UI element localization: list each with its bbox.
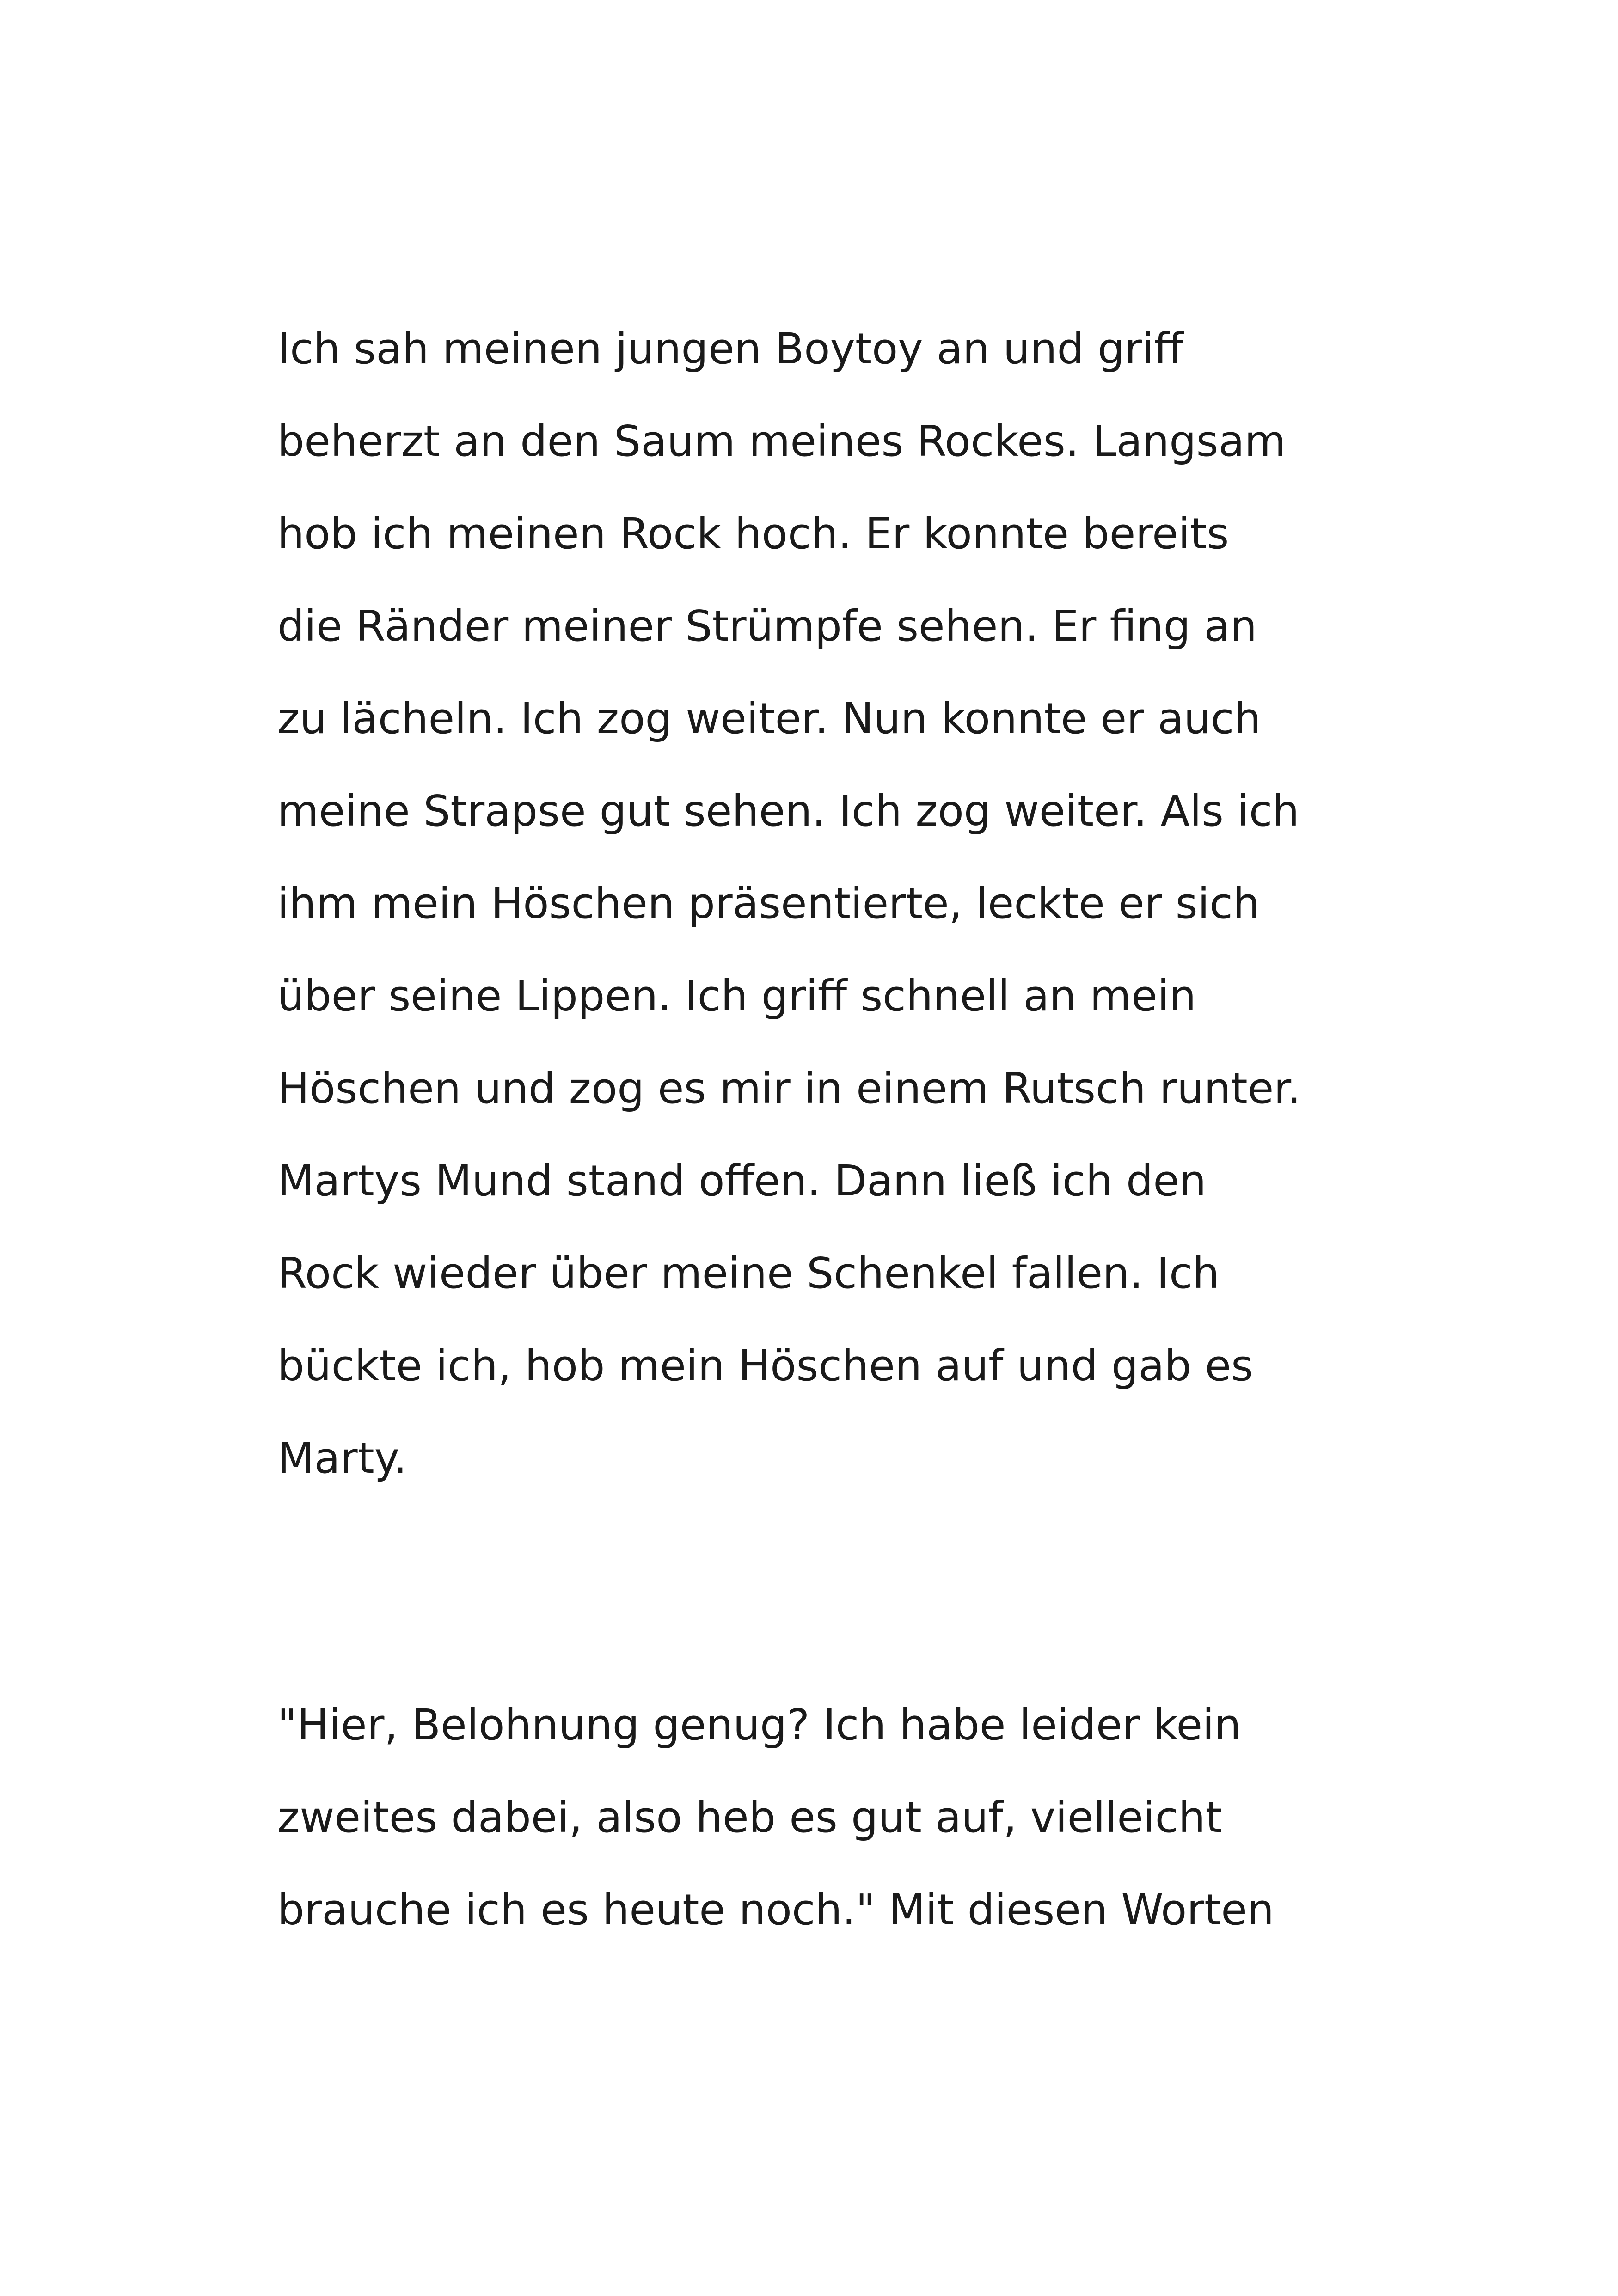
text-line: Marty. [277,1433,407,1483]
text-line: bückte ich, hob mein Höschen auf und gab es [277,1341,1253,1390]
text-line: Rock wieder über meine Schenkel fallen. Ich [277,1249,1220,1298]
text-line: brauche ich es heute noch." Mit diesen Worten [277,1885,1275,1935]
text-line: zu lächeln. Ich zog weiter. Nun konnte er auch [277,694,1261,743]
text-line: zweites dabei, also heb es gut auf, vielleicht [277,1793,1222,1842]
text-line: meine Strapse gut sehen. Ich zog weiter. Als ich [277,786,1299,836]
text-line: über seine Lippen. Ich griff schnell an mein [277,971,1196,1021]
text-line: ihm mein Höschen präsentierte, leckte er sich [277,879,1260,928]
paragraph-1 [277,303,1396,1505]
text-line: hob ich meinen Rock hoch. Er konnte bereits [277,509,1229,558]
text-line: "Hier, Belohnung genug? Ich habe leider kein [277,1700,1241,1750]
text-line: beherzt an den Saum meines Rockes. Langsam [277,416,1286,466]
text-line: Ich sah meinen jungen Boytoy an und griff [277,324,1183,373]
text-line: Höschen und zog es mir in einem Rutsch runter. [277,1064,1301,1113]
text-line: Martys Mund stand offen. Dann ließ ich den [277,1156,1207,1206]
text-line: die Ränder meiner Strümpfe sehen. Er fing an [277,601,1257,651]
paragraph-2 [277,1679,1396,1956]
